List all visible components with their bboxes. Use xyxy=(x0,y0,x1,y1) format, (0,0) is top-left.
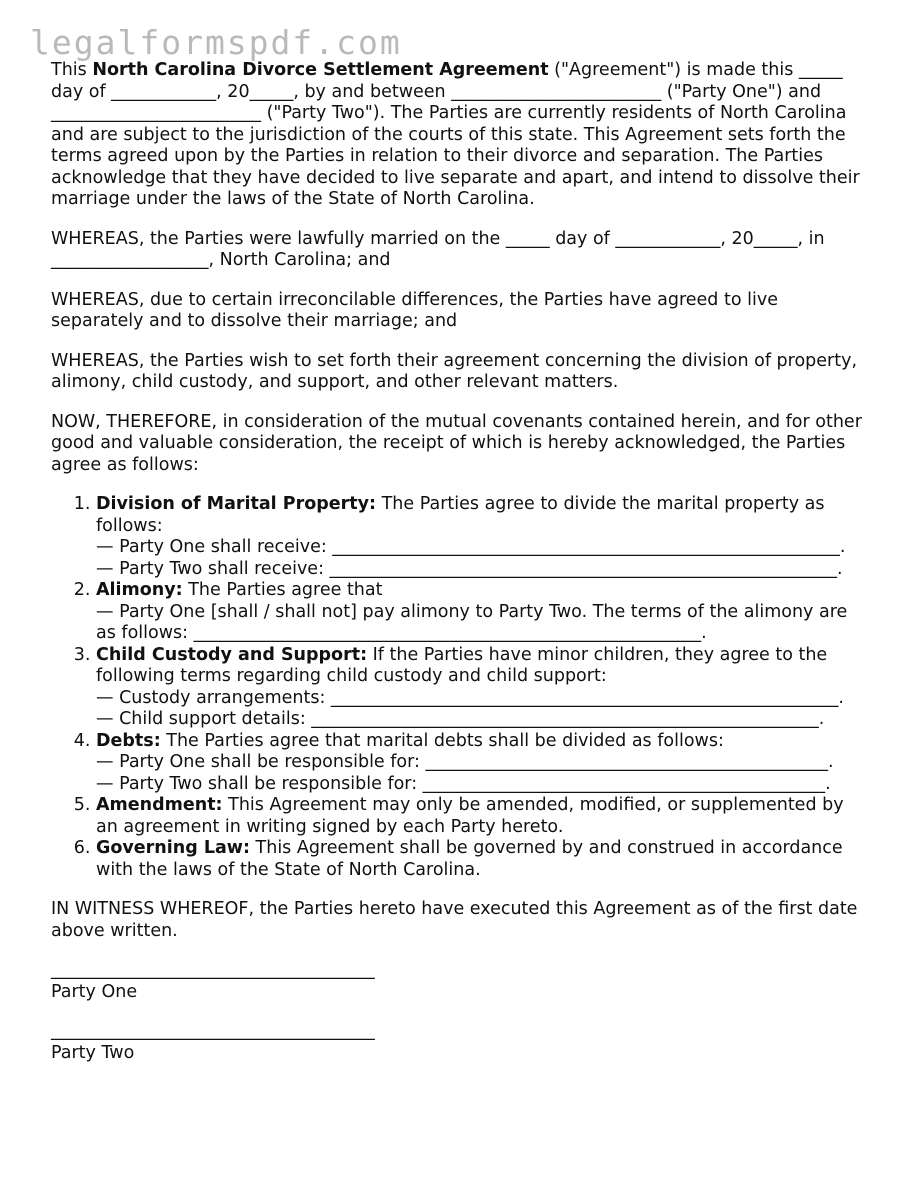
term-heading: Division of Marital Property: xyxy=(96,494,377,514)
term-child-custody xyxy=(96,645,869,731)
term-heading: Governing Law: xyxy=(96,838,250,858)
term-governing-law xyxy=(96,838,869,881)
agreement-document xyxy=(51,60,869,1064)
intro-post: ("Agreement") is made this _____ day of ____________, 20_____, by and between ________________________ ("Party One") and ________________________ ("Party Two"). The Parties are currently residents of North Carolina and are subject to the jurisdiction of the courts of this state. This Agreement sets forth the terms agreed upon by the Parties in relation to their divorce and separation. The Parties acknowledge that they have decided to live separate and apart, and intend to dissolve their marriage under the laws of the State of North Carolina. xyxy=(51,60,860,209)
term-line: — Custody arrangements: __________________________________________________________. xyxy=(96,687,844,708)
term-text: The Parties agree to divide the marital property as follows: xyxy=(96,494,825,536)
term-line: — Child support details: __________________________________________________________. xyxy=(96,709,825,729)
term-text: The Parties agree that marital debts shall be divided as follows: xyxy=(160,730,724,751)
term-line: — Party Two shall be responsible for: ______________________________________________. xyxy=(96,773,831,794)
term-line: — Party One [shall / shall not] pay alimony to Party Two. The terms of the alimony are as follows: __________________________________________________________. xyxy=(96,601,848,643)
agreement-title: North Carolina Divorce Settlement Agreement xyxy=(92,60,549,80)
term-debts xyxy=(96,731,869,796)
term-line: — Party Two shall receive: __________________________________________________________. xyxy=(96,558,843,579)
term-line: — Party One shall receive: __________________________________________________________. xyxy=(96,537,846,557)
witness-paragraph: IN WITNESS WHEREOF, the Parties hereto have executed this Agreement as of the first date above written. xyxy=(51,899,858,941)
whereas-differences: WHEREAS, due to certain irreconcilable differences, the Parties have agreed to live separately and to dissolve their marriage; and xyxy=(51,289,778,331)
whereas-agreement: WHEREAS, the Parties wish to set forth their agreement concerning the division of property, alimony, child custody, and support, and other relevant matters. xyxy=(51,350,858,392)
intro-paragraph xyxy=(51,60,869,211)
signature-block xyxy=(51,960,869,1064)
party-two-label: Party Two xyxy=(51,1042,135,1063)
intro-pre: This xyxy=(51,60,93,80)
term-heading: Debts: xyxy=(96,730,161,751)
watermark: legalformspdf.com xyxy=(30,23,402,62)
term-alimony xyxy=(96,580,869,645)
term-heading: Alimony: xyxy=(96,580,183,600)
term-text: This Agreement may only be amended, modified, or supplemented by an agreement in writing signed by each Party hereto. xyxy=(96,795,844,837)
now-therefore-paragraph: NOW, THEREFORE, in consideration of the mutual covenants contained herein, and for other good and valuable consideration, the receipt of which is hereby acknowledged, the Parties agree as follows: xyxy=(51,411,862,475)
terms-list xyxy=(51,494,869,881)
whereas-married: WHEREAS, the Parties were lawfully married on the _____ day of ____________, 20_____, in __________________, North Carolina; and xyxy=(51,228,825,270)
term-amendment xyxy=(96,795,869,838)
signature-line-party-two: _____________________________________ xyxy=(51,1021,375,1041)
term-heading: Child Custody and Support: xyxy=(96,644,368,665)
signature-line-party-one: _____________________________________ xyxy=(51,960,375,980)
term-text: If the Parties have minor children, they agree to the following terms regarding child custody and child support: xyxy=(96,644,828,686)
term-text: The Parties agree that xyxy=(182,580,383,600)
term-text: This Agreement shall be governed by and construed in accordance with the laws of the State of North Carolina. xyxy=(96,838,843,880)
term-heading: Amendment: xyxy=(96,795,223,815)
term-line: — Party One shall be responsible for: ______________________________________________. xyxy=(96,752,834,772)
party-one-label: Party One xyxy=(51,981,138,1002)
term-division-of-property xyxy=(96,494,869,580)
